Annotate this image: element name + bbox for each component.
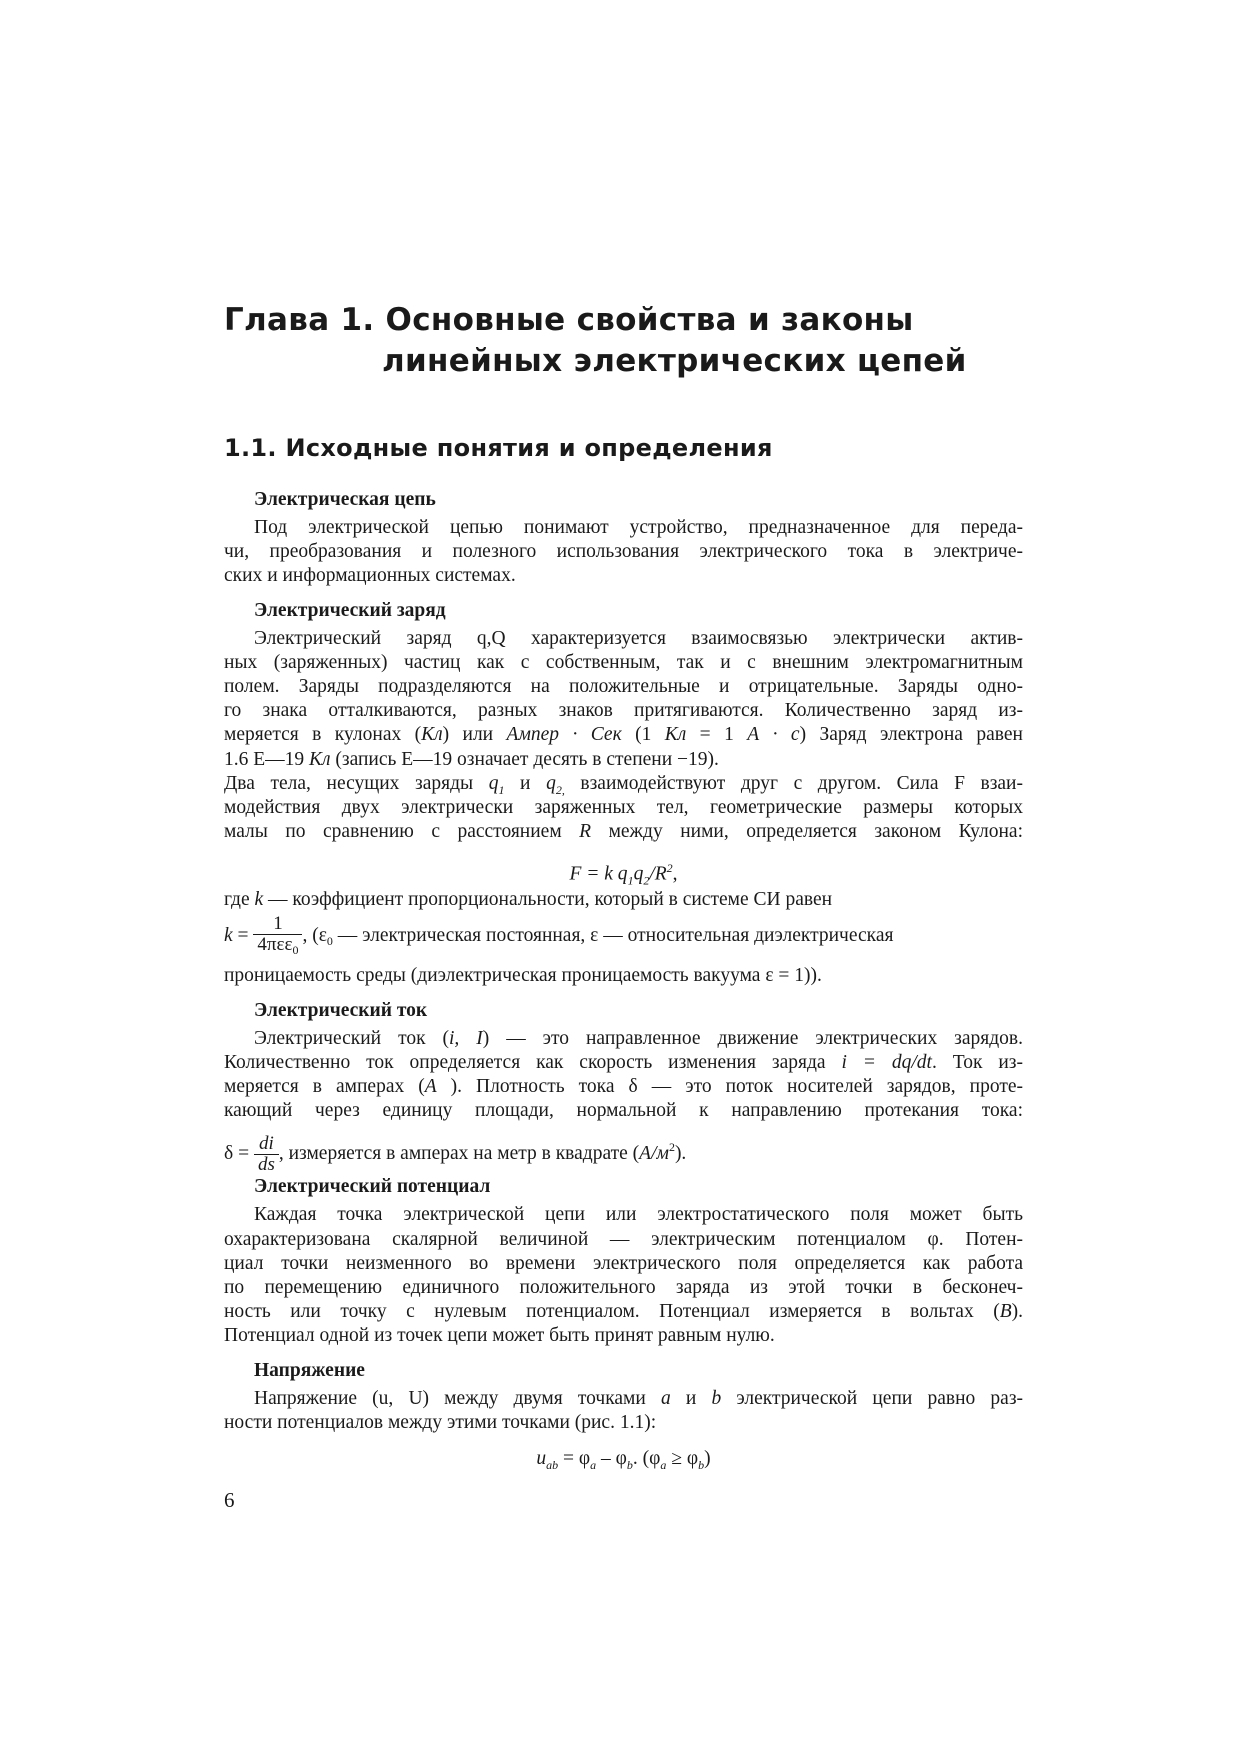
subheading-current: Электрический ток xyxy=(254,999,428,1021)
subheading-potential: Электрический потенциал xyxy=(254,1176,491,1198)
paragraph-line: Каждая точка электрической цепи или электростатического поля может быть xyxy=(254,1204,1023,1226)
paragraph-line: меряется в кулонах (Кл) или Ампер · Сек (1 Кл = 1 А · с) Заряд электрона равен xyxy=(224,724,1023,746)
paragraph-line: ских и информационных системах. xyxy=(224,565,516,587)
paragraph-line: Под электрической цепью понимают устройство, предназначенное для переда- xyxy=(254,517,1023,538)
paragraph-line: Электрический ток (i, I) — это направленное движение электрических зарядов. xyxy=(254,1027,1023,1049)
voltage-formula: $u_{ab} = \varphi_a - \varphi_b$. $(\varphi_a \ge \varphi_b)$ xyxy=(536,1447,711,1472)
paragraph-line: циал точки неизменного во времени электрического поля определяется как работа xyxy=(224,1252,1023,1274)
paragraph-line: по перемещению единичного положительного заряда из этой точки в бесконеч- xyxy=(224,1276,1023,1298)
subheading-voltage: Напряжение xyxy=(254,1359,365,1381)
subheading-charge: Электрический заряд xyxy=(254,599,446,621)
subheading-circuit: Электрическая цепь xyxy=(254,489,436,510)
k-fraction: $\frac{1}{4\pi\varepsilon\varepsilon_0}$ xyxy=(253,914,302,960)
density-fraction: $\frac{di}{ds}$ xyxy=(254,1134,279,1175)
paragraph-line: проницаемость среды (диэлектрическая проницаемость вакуума ε = 1)). xyxy=(224,965,822,987)
page-number: 6 xyxy=(224,1488,235,1512)
paragraph-line: Потенциал одной из точек цепи может быть принят равным нулю. xyxy=(224,1325,775,1347)
paragraph-line: Электрический заряд q,Q характеризуется взаимосвязью электрически актив- xyxy=(254,627,1023,649)
paragraph-line: где k — коэффициент пропорциональности, который в системе СИ равен xyxy=(224,889,833,911)
paragraph-line: Количественно ток определяется как скорость изменения заряда i = dq/dt. Ток из- xyxy=(224,1051,1023,1073)
k-formula-line: k = $\frac{1}{4\pi\varepsilon\varepsilon_0}$ , ($\varepsilon_0$ — электрическая постоянная, ε — относительная диэлектрическая xyxy=(224,912,1023,960)
body-text xyxy=(224,488,1023,1479)
paragraph-line: охарактеризована скалярной величиной — электрическим потенциалом φ. Потен- xyxy=(224,1228,1023,1250)
paragraph-line: малы по сравнению с расстоянием R между ними, определяется законом Кулона: xyxy=(224,821,1024,843)
chapter-title-line-2: линейных электрических цепей xyxy=(382,343,967,379)
paragraph-line: кающий через единицу площади, нормальной к направлению протекания тока: xyxy=(224,1100,1023,1122)
paragraph-line: Напряжение (u, U) между двумя точками a и b электрической цепи равно раз- xyxy=(254,1387,1024,1409)
paragraph-line: Два тела, несущих заряды $q_1$ и $q_{2,}$ взаимодействуют друг с другом. Сила F взаи- xyxy=(224,772,1023,797)
paragraph-line: ности потенциалов между этими точками (рис. 1.1): xyxy=(224,1411,657,1433)
paragraph-line: модействия двух электрически заряженных тел, геометрические размеры которых xyxy=(224,796,1023,818)
coulomb-formula: F = k $q_1q_2/R^2$, xyxy=(569,861,678,888)
paragraph-line: полем. Заряды подразделяются на положительные и отрицательные. Заряды одно- xyxy=(224,675,1023,697)
paragraph-line: ных (заряженных) частиц как с собственным, так и с внешним электромагнитным xyxy=(224,651,1023,673)
chapter-title xyxy=(224,300,967,382)
chapter-title-line-1: Глава 1. Основные свойства и законы xyxy=(224,302,914,338)
paragraph-line: ность или точку с нулевым потенциалом. Потенциал измеряется в вольтах (В). xyxy=(224,1301,1023,1323)
paragraph-line: меряется в амперах (А ). Плотность тока δ — это поток носителей зарядов, проте- xyxy=(224,1076,1023,1097)
paragraph-line: чи, преобразования и полезного использования электрического тока в электриче- xyxy=(224,541,1023,563)
paragraph-line: го знака отталкиваются, разных знаков притягиваются. Количественно заряд из- xyxy=(224,700,1023,722)
section-title: 1.1. Исходные понятия и определения xyxy=(224,434,773,462)
paragraph-line: 1.6 Е—19 Кл (запись Е—19 означает десять в степени −19). xyxy=(224,748,719,770)
density-formula-line: δ = $\frac{di}{ds}$ , измеряется в амперах на метр в квадрате $(А/м^2)$. xyxy=(224,1133,687,1176)
